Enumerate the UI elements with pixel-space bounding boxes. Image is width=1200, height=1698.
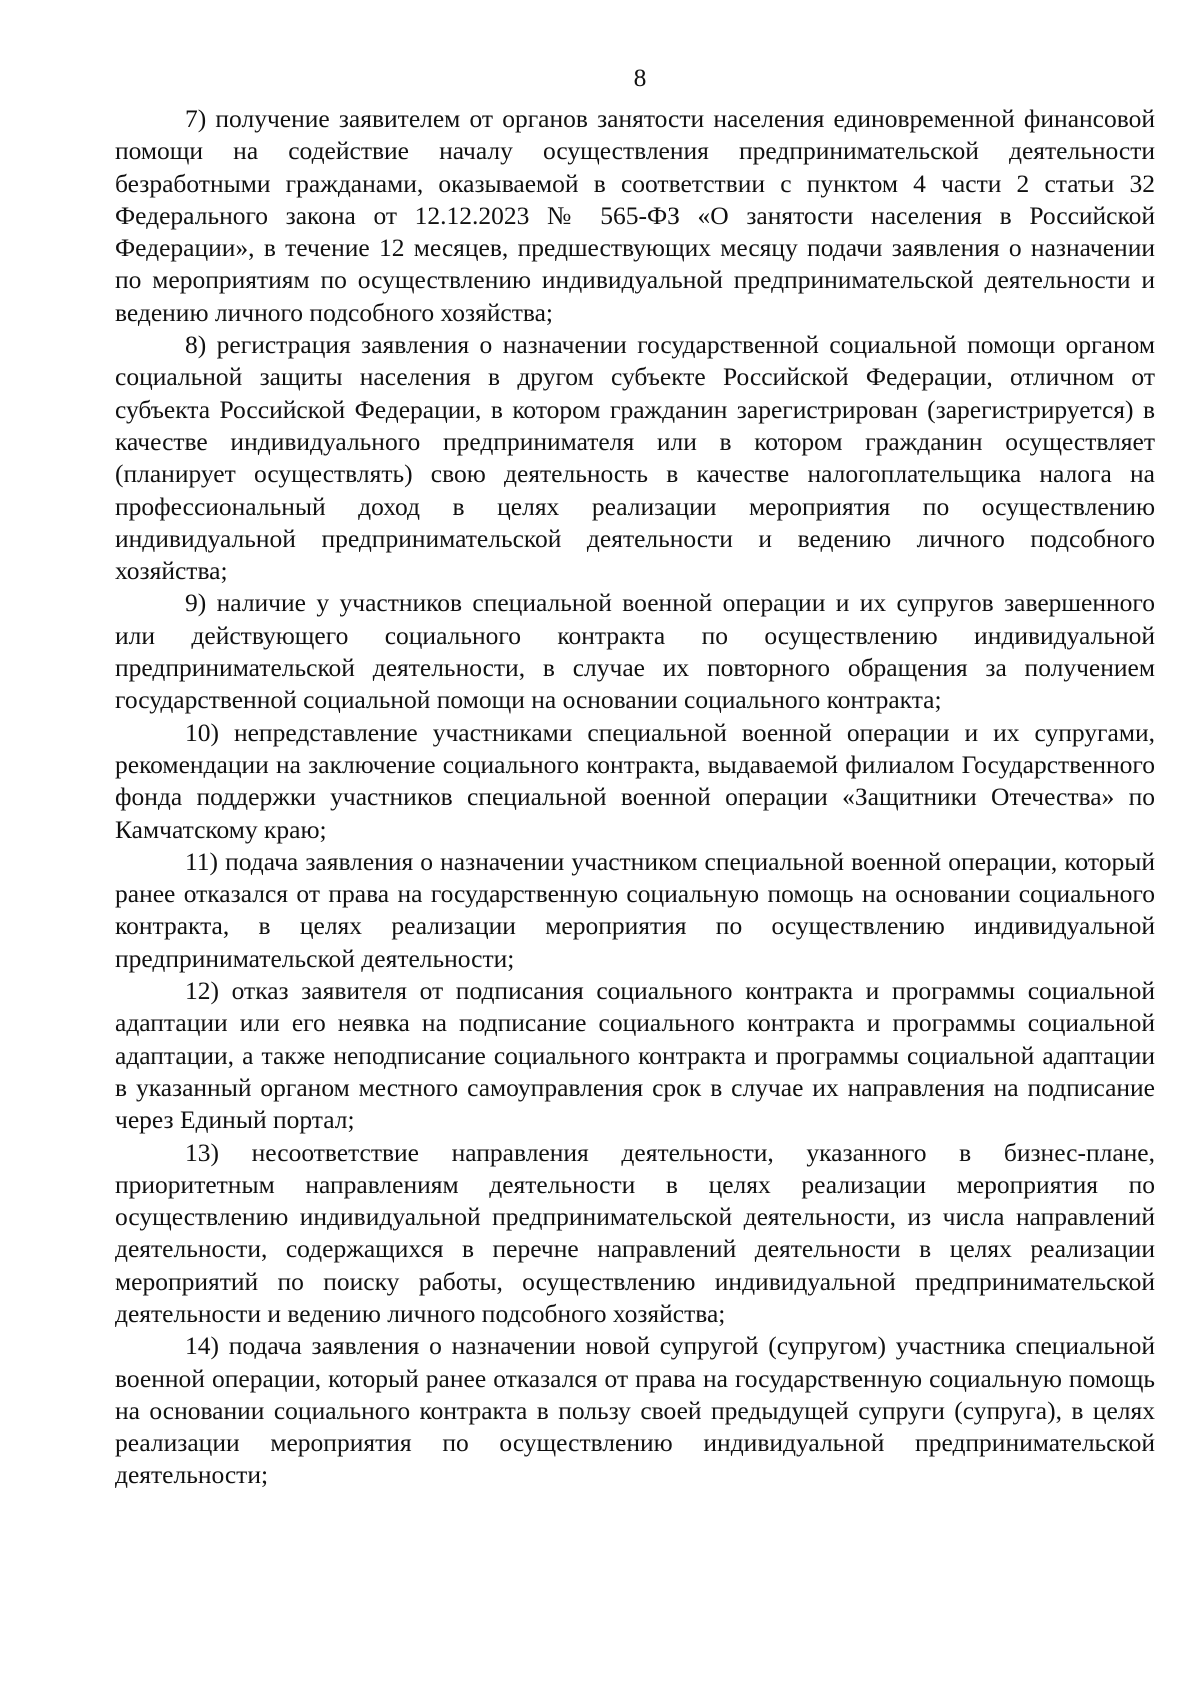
paragraph-item-11: 11) подача заявления о назначении участником специальной военной операции, который ранее отказался от права на государственную социальную помощь на основании социального контракта, в целях реализации мероприятия по осуществлению индивидуальной предпринимательской деятельности; [115, 846, 1155, 973]
page-number: 8 [633, 63, 647, 92]
paragraph-item-10: 10) непредставление участниками специальной военной операции и их супругами, рекомендации на заключение социального контракта, выдаваемой филиалом Государственного фонда поддержки участников специальной военной операции «Защитники Отечества» по Камчатскому краю; [115, 717, 1155, 844]
paragraph-item-7: 7) получение заявителем от органов занятости населения единовременной финансовой помощи на содействие началу осуществления предпринимательской деятельности безработными гражданами, оказываемой в соответствии с пунктом 4 части 2 статьи 32 Федерального закона от 12.12.2023 № 565-ФЗ «О занятости населения в Российской Федерации», в течение 12 месяцев, предшествующих месяцу подачи заявления о назначении по мероприятиям по осуществлению индивидуальной предпринимательской деятельности и ведению личного подсобного хозяйства; [115, 104, 1155, 327]
paragraph-item-9: 9) наличие у участников специальной военной операции и их супругов завершенного или действующего социального контракта по осуществлению индивидуальной предпринимательской деятельности, в случае их повторного обращения за получением государственной социальной помощи на основании социального контракта; [115, 588, 1155, 715]
paragraph-item-12: 12) отказ заявителя от подписания социального контракта и программы социальной адаптации или его неявка на подписание социального контракта и программы социальной адаптации, а также неподписание социального контракта и программы социальной адаптации в указанный органом местного самоуправления срок в случае их направления на подписание через Единый портал; [115, 976, 1155, 1135]
paragraph-item-8: 8) регистрация заявления о назначении государственной социальной помощи органом социальной защиты населения в другом субъекте Российской Федерации, отличном от субъекта Российской Федерации, в котором гражданин зарегистрирован (зарегистрируется) в качестве индивидуального предпринимателя или в котором гражданин осуществляет (планирует осуществлять) свою деятельность в качестве налогоплательщика налога на профессиональный доход в целях реализации мероприятия по осуществлению индивидуальной предпринимательской деятельности и ведению личного подсобного хозяйства; [115, 330, 1155, 586]
paragraph-item-13: 13) несоответствие направления деятельности, указанного в бизнес-плане, приоритетным направлениям деятельности в целях реализации мероприятия по осуществлению индивидуальной предпринимательской деятельности, из числа направлений деятельности, содержащихся в перечне направлений деятельности в целях реализации мероприятий по поиску работы, осуществлению индивидуальной предпринимательской деятельности и ведению личного подсобного хозяйства; [115, 1137, 1155, 1328]
paragraph-item-14: 14) подача заявления о назначении новой супругой (супругом) участника специальной военной операции, который ранее отказался от права на государственную социальную помощь на основании социального контракта в пользу своей предыдущей супруги (супруга), в целях реализации мероприятия по осуществлению индивидуальной предпринимательской деятельности; [115, 1331, 1155, 1490]
